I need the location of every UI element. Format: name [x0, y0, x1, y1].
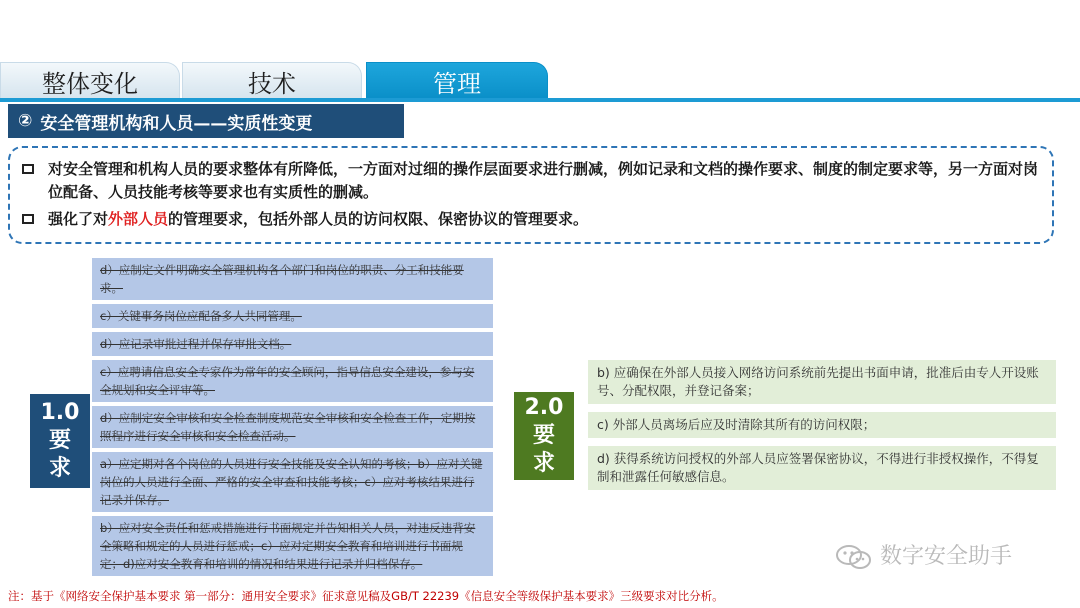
- v2-requirements-list: [588, 360, 1056, 498]
- watermark: 数字安全助手: [836, 542, 1012, 572]
- v2-requirement-item: d) 获得系统访问授权的外部人员应签署保密协议，不得进行非授权操作，不得复制和泄露任何敏感信息。: [588, 446, 1056, 490]
- tab-technology[interactable]: 技术: [182, 62, 362, 99]
- summary-bullet: [22, 158, 1038, 204]
- section-number: ②: [18, 111, 33, 131]
- summary-bullet-text: 强化了对外部人员的管理要求，包括外部人员的访问权限、保密协议的管理要求。: [48, 210, 589, 228]
- v1-badge: 1.0 要 求: [30, 394, 90, 488]
- v1-requirement-item: b）应对安全责任和惩戒措施进行书面规定并告知相关人员，对违反违背安全策略和规定的人员进行惩戒；c）应对定期安全教育和培训进行书面规定；d)应对安全教育和培训的情况和结果进行记录并归档保存。: [92, 516, 493, 576]
- summary-bullet-text: 对安全管理和机构人员的要求整体有所降低，一方面对过细的操作层面要求进行删减，例如记录和文档的操作要求、制度的制定要求等，另一方面对岗位配备、人员技能考核等要求也有实质性的删减。: [48, 160, 1039, 201]
- checkbox-square-icon: [22, 164, 34, 174]
- section-header: [8, 104, 404, 138]
- tab-management[interactable]: 管理: [366, 62, 548, 99]
- highlight-external-personnel: 外部人员: [108, 210, 169, 228]
- v1-requirement-item: d）应记录审批过程并保存审批文档。: [92, 332, 493, 356]
- v1-requirement-item: c）关键事务岗位应配备多人共同管理。: [92, 304, 493, 328]
- wechat-icon: [836, 544, 872, 570]
- v1-requirement-item: d）应制定安全审核和安全检查制度规范安全审核和安全检查工作，定期按照程序进行安全审核和安全检查活动。: [92, 406, 493, 448]
- v1-requirement-item: c）应聘请信息安全专家作为常年的安全顾问，指导信息安全建设，参与安全规划和安全评审等。: [92, 360, 493, 402]
- v2-badge: 2.0 要 求: [514, 392, 574, 480]
- tab-overall-change[interactable]: 整体变化: [0, 62, 180, 99]
- checkbox-square-icon: [22, 214, 34, 224]
- v1-requirement-item: a）应定期对各个岗位的人员进行安全技能及安全认知的考核；b）应对关键岗位的人员进行全面、严格的安全审查和技能考核；c）应对考核结果进行记录并保存。: [92, 452, 493, 512]
- summary-box: [8, 146, 1054, 244]
- summary-bullet: [22, 208, 1038, 231]
- v2-requirement-item: b) 应确保在外部人员接入网络访问系统前先提出书面申请，批准后由专人开设账号、分配权限，并登记备案；: [588, 360, 1056, 404]
- footer-note: 注：基于《网络安全保护基本要求 第一部分：通用安全要求》征求意见稿及GB/T 22239《信息安全等级保护基本要求》三级要求对比分析。: [8, 589, 724, 603]
- v1-requirements-list: [92, 258, 493, 580]
- v1-requirement-item: d）应制定文件明确安全管理机构各个部门和岗位的职责、分工和技能要求。: [92, 258, 493, 300]
- section-title: 安全管理机构和人员——实质性变更: [40, 113, 313, 134]
- tab-underline: [0, 98, 1080, 102]
- tab-bar: [0, 62, 1080, 102]
- v2-requirement-item: c) 外部人员离场后应及时清除其所有的访问权限；: [588, 412, 1056, 438]
